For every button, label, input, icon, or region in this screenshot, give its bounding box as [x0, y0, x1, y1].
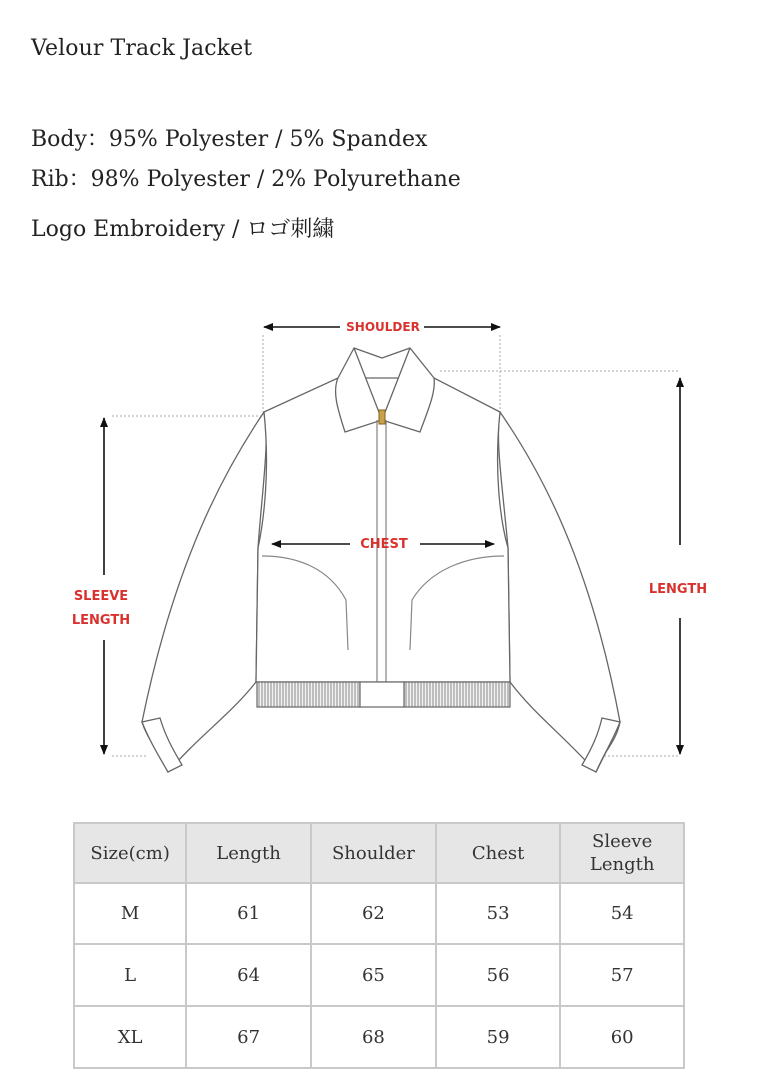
- cell-chest: 59: [436, 1006, 560, 1068]
- cell-size: M: [74, 883, 186, 944]
- cell-shoulder: 68: [311, 1006, 436, 1068]
- length-label: LENGTH: [648, 582, 708, 597]
- cell-chest: 53: [436, 883, 560, 944]
- header-length: Length: [186, 823, 311, 883]
- table-row: [74, 944, 684, 1006]
- cell-length: 64: [186, 944, 311, 1006]
- table-row: [74, 1006, 684, 1068]
- waist-rib: [257, 682, 510, 707]
- cell-size: XL: [74, 1006, 186, 1068]
- product-title: Velour Track Jacket: [31, 36, 253, 61]
- cell-shoulder: 65: [311, 944, 436, 1006]
- logo-embroidery: Logo Embroidery / ロゴ刺繍: [31, 217, 335, 242]
- rib-material: Rib：98% Polyester / 2% Polyurethane: [31, 167, 461, 192]
- sleeve-label-line2: LENGTH: [71, 613, 131, 628]
- header-size: Size(cm): [74, 823, 186, 883]
- header-sleeve-line2: Length: [589, 854, 655, 875]
- size-table: [73, 822, 685, 1069]
- cell-shoulder: 62: [311, 883, 436, 944]
- cell-size: L: [74, 944, 186, 1006]
- sleeve-label-line1: SLEEVE: [73, 589, 129, 604]
- cell-length: 67: [186, 1006, 311, 1068]
- header-sleeve-length: [560, 823, 684, 883]
- chest-label: CHEST: [360, 537, 408, 552]
- header-chest: Chest: [436, 823, 560, 883]
- body-material: Body：95% Polyester / 5% Spandex: [31, 127, 428, 152]
- cell-sleeve: 54: [560, 883, 684, 944]
- table-row: [74, 883, 684, 944]
- cell-chest: 56: [436, 944, 560, 1006]
- header-shoulder: Shoulder: [311, 823, 436, 883]
- header-sleeve-line1: Sleeve: [592, 831, 653, 852]
- cell-sleeve: 57: [560, 944, 684, 1006]
- shoulder-label: SHOULDER: [346, 320, 420, 334]
- size-table-header-row: [74, 823, 684, 883]
- jacket-measurement-diagram: [0, 300, 761, 790]
- cell-sleeve: 60: [560, 1006, 684, 1068]
- cell-length: 61: [186, 883, 311, 944]
